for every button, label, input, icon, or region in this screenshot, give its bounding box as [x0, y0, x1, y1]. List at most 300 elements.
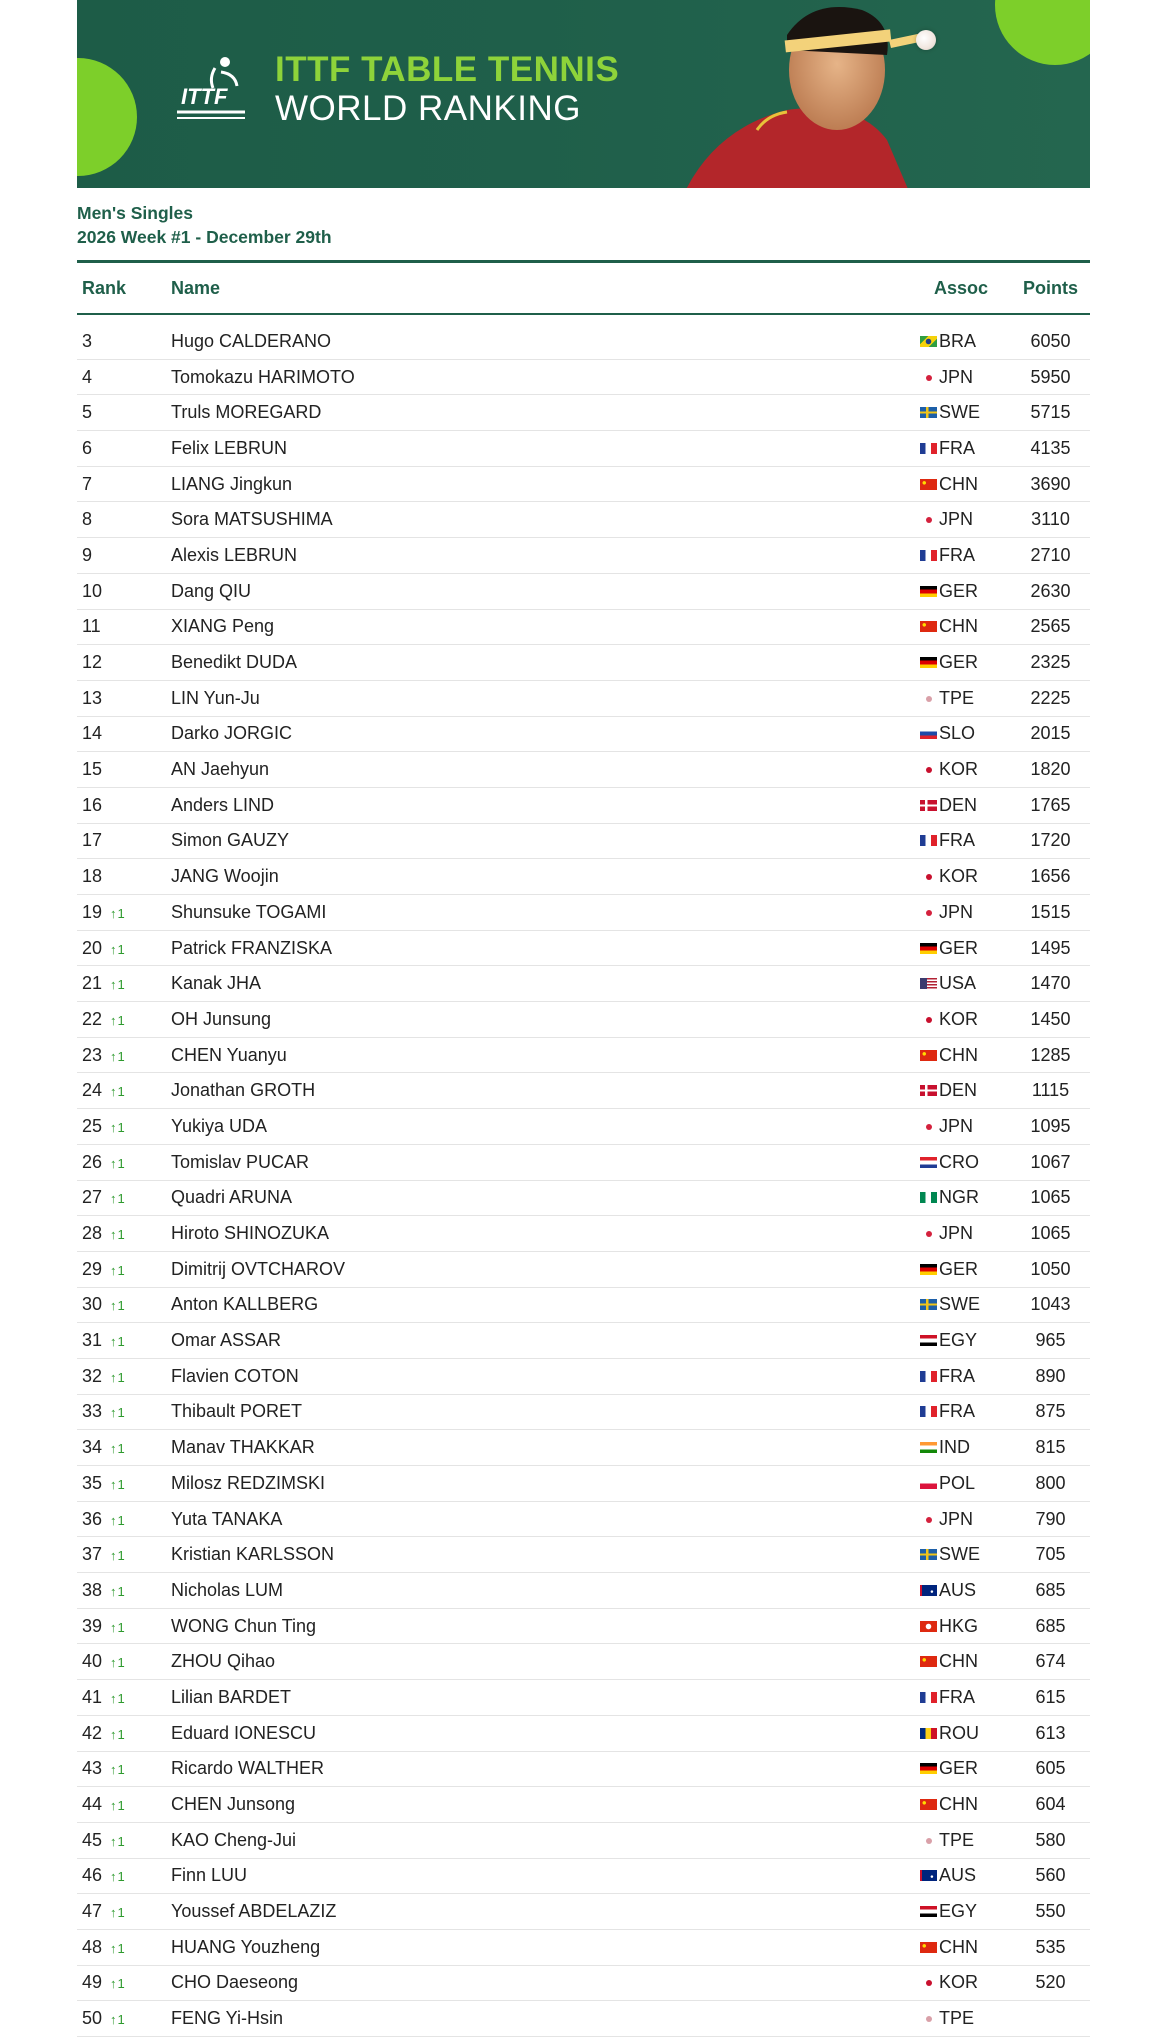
assoc-code: GER: [939, 1258, 979, 1279]
assoc-cell: [911, 1216, 1011, 1252]
assoc-code: FRA: [939, 1365, 975, 1386]
assoc-cell: [911, 1929, 1011, 1965]
assoc-code: GER: [939, 652, 979, 673]
table-row[interactable]: [77, 538, 1090, 574]
table-row[interactable]: [77, 752, 1090, 788]
rank-value: 43: [82, 1758, 103, 1779]
player-name[interactable]: Simon GAUZY: [171, 823, 911, 859]
rank-value: 46: [82, 1865, 103, 1886]
rank-value: 8: [82, 509, 93, 530]
assoc-code: ROU: [939, 1722, 979, 1743]
table-row[interactable]: [77, 324, 1090, 359]
player-name[interactable]: HUANG Youzheng: [171, 1929, 911, 1965]
table-row[interactable]: [77, 1073, 1090, 1109]
egypt-flag-icon: [920, 1335, 937, 1346]
rank-value: 24: [82, 1080, 103, 1101]
points-value: 2015: [1011, 716, 1090, 752]
player-name[interactable]: Darko JORGIC: [171, 716, 911, 752]
points-value: 1720: [1011, 823, 1090, 859]
assoc-cell: [911, 466, 1011, 502]
player-name[interactable]: Dimitrij OVTCHAROV: [171, 1251, 911, 1287]
rank-change-up-icon: ↑1: [110, 1084, 126, 1100]
germany-flag-icon: [920, 657, 937, 668]
rank-cell: [77, 1394, 171, 1430]
rank-cell: [77, 895, 171, 931]
points-value: 815: [1011, 1430, 1090, 1466]
player-name[interactable]: Tomokazu HARIMOTO: [171, 359, 911, 395]
assoc-code: EGY: [939, 1901, 978, 1922]
rank-change-up-icon: ↑1: [110, 1512, 126, 1528]
rank-value: 32: [82, 1365, 103, 1386]
rank-value: 47: [82, 1901, 103, 1922]
points-value: 674: [1011, 1644, 1090, 1680]
rank-cell: [77, 1430, 171, 1466]
rank-value: 15: [82, 759, 103, 780]
player-name[interactable]: Lilian BARDET: [171, 1680, 911, 1716]
chinese-taipei-flag-icon: [920, 693, 937, 704]
points-value: 705: [1011, 1537, 1090, 1573]
points-value: 1065: [1011, 1180, 1090, 1216]
table-row[interactable]: [77, 1394, 1090, 1430]
col-assoc-header[interactable]: Assoc: [911, 262, 1011, 315]
rank-change-up-icon: ↑1: [110, 1119, 126, 1135]
points-value: 3690: [1011, 466, 1090, 502]
table-row[interactable]: [77, 680, 1090, 716]
nigeria-flag-icon: [920, 1192, 937, 1203]
table-row[interactable]: [77, 1430, 1090, 1466]
player-name[interactable]: XIANG Peng: [171, 609, 911, 645]
usa-flag-icon: [920, 978, 937, 989]
assoc-cell: [911, 1358, 1011, 1394]
rank-value: 7: [82, 473, 93, 494]
rank-change-up-icon: ↑1: [110, 1976, 126, 1992]
points-value: 685: [1011, 1608, 1090, 1644]
table-row[interactable]: [77, 1037, 1090, 1073]
player-name[interactable]: Hugo CALDERANO: [171, 324, 911, 359]
player-name[interactable]: Milosz REDZIMSKI: [171, 1466, 911, 1502]
table-row[interactable]: [77, 395, 1090, 431]
croatia-flag-icon: [920, 1157, 937, 1168]
assoc-code: AUS: [939, 1579, 977, 1600]
assoc-cell: [911, 895, 1011, 931]
table-row[interactable]: [77, 502, 1090, 538]
player-name[interactable]: OH Junsung: [171, 1002, 911, 1038]
points-value: 1820: [1011, 752, 1090, 788]
player-photo: [637, 0, 997, 188]
player-name[interactable]: Omar ASSAR: [171, 1323, 911, 1359]
china-flag-icon: [920, 479, 937, 490]
table-row[interactable]: [77, 573, 1090, 609]
table-row[interactable]: [77, 1109, 1090, 1145]
table-row[interactable]: [77, 823, 1090, 859]
assoc-cell: [911, 1751, 1011, 1787]
rank-cell: [77, 680, 171, 716]
points-value: 1067: [1011, 1144, 1090, 1180]
points-value: 2325: [1011, 645, 1090, 681]
egypt-flag-icon: [920, 1906, 937, 1917]
china-flag-icon: [920, 1942, 937, 1953]
rank-cell: [77, 1287, 171, 1323]
player-name[interactable]: Quadri ARUNA: [171, 1180, 911, 1216]
germany-flag-icon: [920, 943, 937, 954]
germany-flag-icon: [920, 586, 937, 597]
player-name[interactable]: Alexis LEBRUN: [171, 538, 911, 574]
player-name[interactable]: Tomislav PUCAR: [171, 1144, 911, 1180]
assoc-code: CHN: [939, 1651, 978, 1672]
rank-value: 14: [82, 723, 103, 744]
player-name[interactable]: CHEN Yuanyu: [171, 1037, 911, 1073]
table-row[interactable]: [77, 609, 1090, 645]
assoc-cell: [911, 1573, 1011, 1609]
points-value: 890: [1011, 1358, 1090, 1394]
brazil-flag-icon: [920, 336, 937, 347]
table-row[interactable]: [77, 1787, 1090, 1823]
assoc-cell: [911, 1858, 1011, 1894]
france-flag-icon: [920, 1371, 937, 1382]
rank-cell: [77, 966, 171, 1002]
player-name[interactable]: LIANG Jingkun: [171, 466, 911, 502]
player-name[interactable]: CHO Daeseong: [171, 1965, 911, 2001]
points-value: 790: [1011, 1501, 1090, 1537]
australia-flag-icon: [920, 1870, 937, 1881]
points-value: 1065: [1011, 1216, 1090, 1252]
rank-change-up-icon: ↑1: [110, 1798, 126, 1814]
rank-value: 28: [82, 1223, 103, 1244]
table-row[interactable]: [77, 1965, 1090, 2001]
player-name[interactable]: Felix LEBRUN: [171, 431, 911, 467]
player-name[interactable]: JANG Woojin: [171, 859, 911, 895]
table-row[interactable]: [77, 1608, 1090, 1644]
table-row[interactable]: [77, 1501, 1090, 1537]
col-name-header[interactable]: Name: [171, 262, 911, 315]
france-flag-icon: [920, 550, 937, 561]
assoc-cell: [911, 609, 1011, 645]
assoc-code: BRA: [939, 330, 977, 351]
table-row[interactable]: [77, 645, 1090, 681]
assoc-code: KOR: [939, 759, 979, 780]
points-value: 580: [1011, 1822, 1090, 1858]
table-row[interactable]: [77, 1858, 1090, 1894]
rank-cell: [77, 502, 171, 538]
table-row[interactable]: [77, 1251, 1090, 1287]
rank-cell: [77, 1680, 171, 1716]
player-name[interactable]: Finn LUU: [171, 1858, 911, 1894]
points-value: 2565: [1011, 609, 1090, 645]
table-row[interactable]: [77, 859, 1090, 895]
col-rank-header[interactable]: Rank: [77, 262, 171, 315]
player-name[interactable]: Youssef ABDELAZIZ: [171, 1894, 911, 1930]
korea-flag-icon: [920, 764, 937, 775]
rank-cell: [77, 1894, 171, 1930]
week-label: 2026 Week #1 - December 29th: [77, 227, 332, 247]
table-row[interactable]: [77, 1216, 1090, 1252]
assoc-cell: [911, 1394, 1011, 1430]
assoc-code: SWE: [939, 1544, 981, 1565]
assoc-cell: [911, 787, 1011, 823]
rank-value: 45: [82, 1829, 103, 1850]
points-value: 1115: [1011, 1073, 1090, 1109]
hong-kong-flag-icon: [920, 1621, 937, 1632]
rank-value: 17: [82, 830, 103, 851]
rank-cell: [77, 1323, 171, 1359]
germany-flag-icon: [920, 1763, 937, 1774]
points-value: 1285: [1011, 1037, 1090, 1073]
player-name[interactable]: Flavien COTON: [171, 1358, 911, 1394]
table-row[interactable]: [77, 1894, 1090, 1930]
table-row[interactable]: [77, 1929, 1090, 1965]
rank-change-up-icon: ↑1: [110, 2012, 126, 2028]
assoc-cell: [911, 573, 1011, 609]
rank-value: 16: [82, 794, 103, 815]
table-row[interactable]: [77, 1358, 1090, 1394]
rank-cell: [77, 1715, 171, 1751]
player-name[interactable]: Truls MOREGARD: [171, 395, 911, 431]
table-row[interactable]: [77, 1002, 1090, 1038]
player-name[interactable]: Jonathan GROTH: [171, 1073, 911, 1109]
player-name[interactable]: Thibault PORET: [171, 1394, 911, 1430]
assoc-cell: [911, 1501, 1011, 1537]
rank-change-up-icon: ↑1: [110, 1298, 126, 1314]
points-value: 1043: [1011, 1287, 1090, 1323]
rank-change-up-icon: ↑1: [110, 1905, 126, 1921]
points-value: 1765: [1011, 787, 1090, 823]
assoc-code: GER: [939, 937, 979, 958]
table-row[interactable]: [77, 716, 1090, 752]
rank-value: 20: [82, 937, 103, 958]
points-value: 550: [1011, 1894, 1090, 1930]
assoc-cell: [911, 1787, 1011, 1823]
table-row[interactable]: [77, 431, 1090, 467]
points-value: 2710: [1011, 538, 1090, 574]
player-name[interactable]: Yuta TANAKA: [171, 1501, 911, 1537]
table-row[interactable]: [77, 787, 1090, 823]
rank-cell: [77, 787, 171, 823]
rank-value: 37: [82, 1544, 103, 1565]
rank-value: 21: [82, 973, 103, 994]
banner-title-line2: WORLD RANKING: [275, 89, 581, 128]
rank-cell: [77, 1466, 171, 1502]
chinese-taipei-flag-icon: [920, 1835, 937, 1846]
player-name[interactable]: Nicholas LUM: [171, 1573, 911, 1609]
assoc-cell: [911, 431, 1011, 467]
table-row[interactable]: [77, 1180, 1090, 1216]
category-label: Men's Singles: [77, 203, 193, 223]
assoc-code: TPE: [939, 2008, 975, 2029]
table-row[interactable]: [77, 1537, 1090, 1573]
assoc-code: JPN: [939, 1508, 974, 1529]
player-name[interactable]: KAO Cheng-Jui: [171, 1822, 911, 1858]
assoc-code: CHN: [939, 473, 978, 494]
points-value: 1515: [1011, 895, 1090, 931]
rank-change-up-icon: ↑1: [110, 1048, 126, 1064]
player-name[interactable]: Benedikt DUDA: [171, 645, 911, 681]
assoc-cell: [911, 680, 1011, 716]
rank-cell: [77, 359, 171, 395]
rank-value: 5: [82, 402, 93, 423]
australia-flag-icon: [920, 1585, 937, 1596]
col-points-header[interactable]: Points: [1011, 262, 1090, 315]
assoc-cell: [911, 752, 1011, 788]
assoc-code: TPE: [939, 687, 975, 708]
assoc-code: FRA: [939, 437, 975, 458]
table-row[interactable]: [77, 1751, 1090, 1787]
rank-cell: [77, 2001, 171, 2037]
table-row[interactable]: [77, 1680, 1090, 1716]
player-name[interactable]: Eduard IONESCU: [171, 1715, 911, 1751]
assoc-code: POL: [939, 1472, 976, 1493]
china-flag-icon: [920, 1050, 937, 1061]
rank-change-up-icon: ↑1: [110, 977, 126, 993]
assoc-cell: [911, 1430, 1011, 1466]
assoc-code: TPE: [939, 1829, 975, 1850]
table-row[interactable]: [77, 1323, 1090, 1359]
rank-cell: [77, 1537, 171, 1573]
points-value: 535: [1011, 1929, 1090, 1965]
assoc-code: CRO: [939, 1151, 979, 1172]
france-flag-icon: [920, 1692, 937, 1703]
assoc-code: CHN: [939, 1794, 978, 1815]
japan-flag-icon: [920, 1121, 937, 1132]
slovenia-flag-icon: [920, 728, 937, 739]
rank-change-up-icon: ↑1: [110, 1012, 126, 1028]
points-value: 5950: [1011, 359, 1090, 395]
rank-cell: [77, 1073, 171, 1109]
player-name[interactable]: Patrick FRANZISKA: [171, 930, 911, 966]
assoc-code: KOR: [939, 866, 979, 887]
table-row[interactable]: [77, 930, 1090, 966]
ranking-subheading: [77, 201, 1090, 249]
assoc-cell: [911, 1715, 1011, 1751]
rank-value: 3: [82, 330, 93, 351]
table-header: [77, 262, 1090, 315]
player-name[interactable]: Shunsuke TOGAMI: [171, 895, 911, 931]
player-name[interactable]: Sora MATSUSHIMA: [171, 502, 911, 538]
player-name[interactable]: WONG Chun Ting: [171, 1608, 911, 1644]
table-body: [77, 314, 1090, 2037]
rank-value: 42: [82, 1722, 103, 1743]
rank-cell: [77, 716, 171, 752]
assoc-code: FRA: [939, 1686, 975, 1707]
player-name[interactable]: LIN Yun-Ju: [171, 680, 911, 716]
rank-cell: [77, 1965, 171, 2001]
rank-cell: [77, 466, 171, 502]
player-name[interactable]: Anton KALLBERG: [171, 1287, 911, 1323]
player-name[interactable]: Hiroto SHINOZUKA: [171, 1216, 911, 1252]
assoc-cell: [911, 1644, 1011, 1680]
table-row[interactable]: [77, 966, 1090, 1002]
rank-value: 22: [82, 1008, 103, 1029]
rank-cell: [77, 1608, 171, 1644]
table-row[interactable]: [77, 1715, 1090, 1751]
rank-value: 50: [82, 2008, 103, 2029]
table-row[interactable]: [77, 1644, 1090, 1680]
rank-cell: [77, 752, 171, 788]
assoc-code: CHN: [939, 616, 978, 637]
player-name[interactable]: CHEN Junsong: [171, 1787, 911, 1823]
table-row[interactable]: [77, 1144, 1090, 1180]
japan-flag-icon: [920, 907, 937, 918]
rank-cell: [77, 1180, 171, 1216]
assoc-code: CHN: [939, 1936, 978, 1957]
assoc-cell: [911, 395, 1011, 431]
rank-cell: [77, 538, 171, 574]
points-value: 604: [1011, 1787, 1090, 1823]
rank-change-up-icon: ↑1: [110, 1191, 126, 1207]
player-name[interactable]: AN Jaehyun: [171, 752, 911, 788]
table-row[interactable]: [77, 2001, 1090, 2037]
player-name[interactable]: Kristian KARLSSON: [171, 1537, 911, 1573]
assoc-code: CHN: [939, 1044, 978, 1065]
player-name[interactable]: Anders LIND: [171, 787, 911, 823]
rank-cell: [77, 1751, 171, 1787]
poland-flag-icon: [920, 1478, 937, 1489]
table-row[interactable]: [77, 895, 1090, 931]
table-row[interactable]: [77, 1466, 1090, 1502]
table-row[interactable]: [77, 1822, 1090, 1858]
rank-value: 4: [82, 366, 93, 387]
player-name[interactable]: Yukiya UDA: [171, 1109, 911, 1145]
rank-value: 36: [82, 1508, 103, 1529]
assoc-cell: [911, 1002, 1011, 1038]
assoc-cell: [911, 1073, 1011, 1109]
rank-value: 44: [82, 1794, 103, 1815]
assoc-cell: [911, 502, 1011, 538]
rank-value: 19: [82, 901, 103, 922]
assoc-code: NGR: [939, 1187, 979, 1208]
rank-value: 38: [82, 1579, 103, 1600]
rank-cell: [77, 823, 171, 859]
assoc-cell: [911, 1965, 1011, 2001]
player-name[interactable]: FENG Yi-Hsin: [171, 2001, 911, 2037]
banner-title: [275, 52, 619, 126]
rank-change-up-icon: ↑1: [110, 1762, 126, 1778]
rank-value: 41: [82, 1686, 103, 1707]
india-flag-icon: [920, 1442, 937, 1453]
rank-cell: [77, 573, 171, 609]
rank-value: 11: [82, 616, 101, 637]
table-row[interactable]: [77, 1573, 1090, 1609]
player-name[interactable]: Kanak JHA: [171, 966, 911, 1002]
japan-flag-icon: [920, 372, 937, 383]
rank-cell: [77, 1501, 171, 1537]
assoc-code: FRA: [939, 1401, 975, 1422]
assoc-cell: [911, 1822, 1011, 1858]
rank-cell: [77, 1787, 171, 1823]
assoc-code: JPN: [939, 366, 974, 387]
assoc-cell: [911, 823, 1011, 859]
rank-value: 26: [82, 1151, 103, 1172]
korea-flag-icon: [920, 1977, 937, 1988]
player-name[interactable]: Manav THAKKAR: [171, 1430, 911, 1466]
table-row[interactable]: [77, 1287, 1090, 1323]
points-value: 560: [1011, 1858, 1090, 1894]
rank-cell: [77, 1251, 171, 1287]
assoc-cell: [911, 1109, 1011, 1145]
player-name[interactable]: ZHOU Qihao: [171, 1644, 911, 1680]
player-name[interactable]: Dang QIU: [171, 573, 911, 609]
assoc-code: IND: [939, 1437, 970, 1458]
rank-change-up-icon: ↑1: [110, 1869, 126, 1885]
table-row[interactable]: [77, 466, 1090, 502]
points-value: 520: [1011, 1965, 1090, 2001]
player-name[interactable]: Ricardo WALTHER: [171, 1751, 911, 1787]
assoc-code: DEN: [939, 794, 978, 815]
assoc-cell: [911, 359, 1011, 395]
rank-change-up-icon: ↑1: [110, 1940, 126, 1956]
points-value: 5715: [1011, 395, 1090, 431]
table-row[interactable]: [77, 359, 1090, 395]
points-value: 2225: [1011, 680, 1090, 716]
